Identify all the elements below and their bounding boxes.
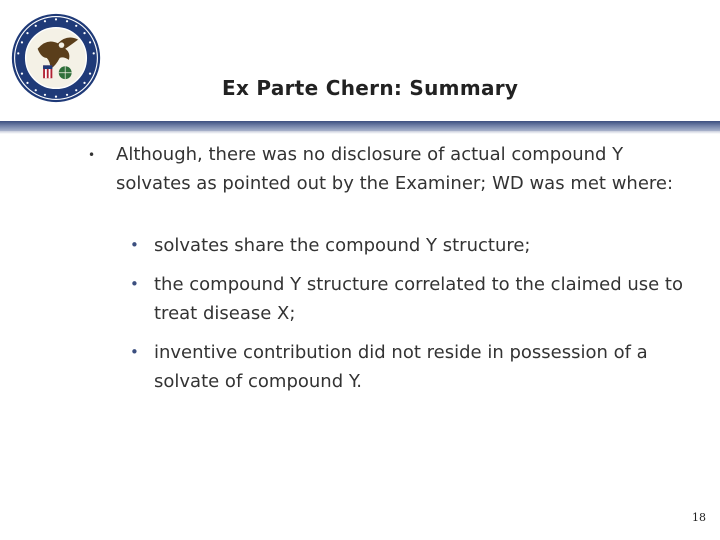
page-number: 18 [692,511,706,524]
main-bullet-text: Although, there was no disclosure of actual compound Y solvates as pointed out by the Examiner; WD was met where: [116,144,674,194]
sub-bullet-text: the compound Y structure correlated to the claimed use to treat disease X; [154,274,684,324]
main-bullet: • [88,148,96,162]
title-divider-shadow [0,131,720,134]
list-item [130,338,690,396]
uspto-seal-icon [10,12,102,104]
list-item [130,270,690,328]
list-item [130,231,690,260]
sub-bullet-text: inventive contribution did not reside in possession of a solvate of compound Y. [154,342,648,392]
sub-bullet-list [130,231,690,406]
sub-bullet-text: solvates share the compound Y structure; [154,235,531,256]
sub-bullet: • [130,236,139,254]
sub-bullet: • [130,343,139,361]
title-divider [0,121,720,131]
slide-title: Ex Parte Chern: Summary [222,76,519,100]
sub-bullet: • [130,275,139,293]
